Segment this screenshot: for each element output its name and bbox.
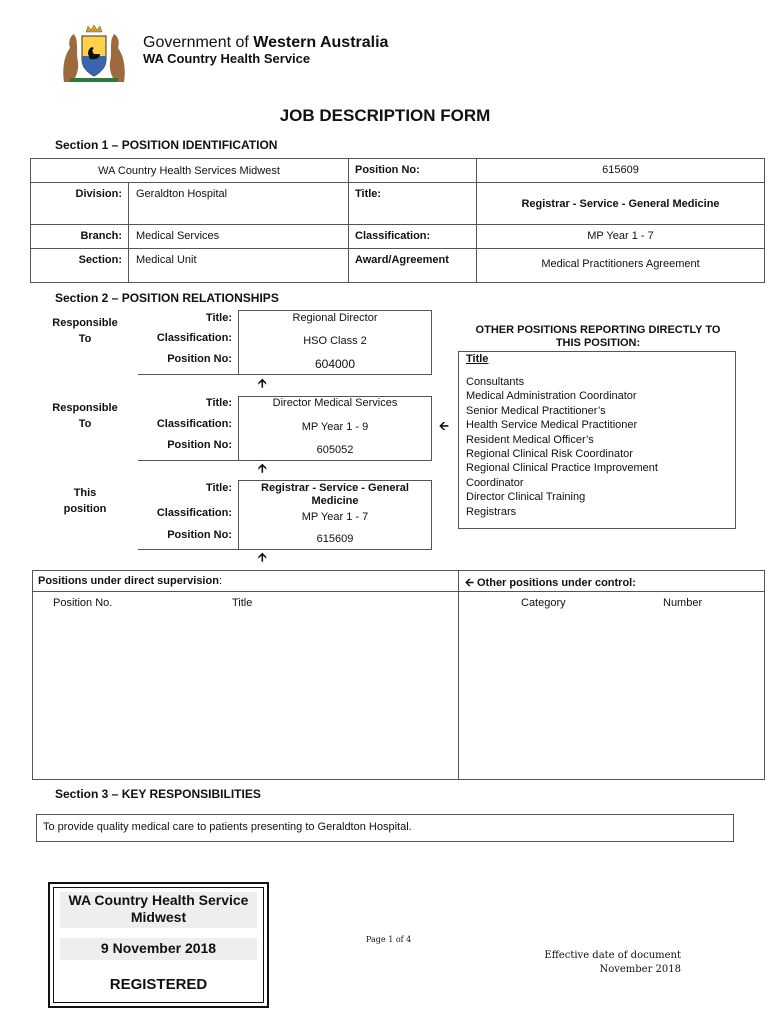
rt1-title: Regional Director xyxy=(292,312,378,324)
rt1-title-label: Title: xyxy=(205,312,232,324)
org-name: WA Country Health Services Midwest xyxy=(98,165,280,177)
other-position-item: Coordinator xyxy=(466,476,524,489)
form-title: JOB DESCRIPTION FORM xyxy=(279,106,491,125)
rt1-classification: HSO Class 2 xyxy=(303,335,367,347)
arrow-up-icon: 🡩 xyxy=(258,376,267,390)
stamp-date: 9 November 2018 xyxy=(100,940,217,956)
col-category: Category xyxy=(521,597,566,609)
arrow-up-icon: 🡩 xyxy=(258,550,267,564)
rt1-position-no-label: Position No: xyxy=(167,353,232,365)
other-position-item: Director Clinical Training xyxy=(466,491,586,504)
government-title: Government of Western Australia xyxy=(143,34,389,51)
tp-classification: MP Year 1 - 7 xyxy=(301,511,369,523)
tp-title-label: Title: xyxy=(205,482,232,494)
other-position-item: Senior Medical Practitioner’s xyxy=(466,404,606,417)
other-position-item: Regional Clinical Practice Improvement xyxy=(466,462,658,475)
rt2-title-label: Title: xyxy=(205,397,232,409)
rt2-position-no: 605052 xyxy=(316,444,354,456)
page-number: Page 1 of 4 xyxy=(366,935,412,944)
rt1-position-no: 604000 xyxy=(314,357,356,371)
service-subtitle: WA Country Health Service xyxy=(143,51,311,66)
rt2-classification: MP Year 1 - 9 xyxy=(301,421,369,433)
col-title: Title xyxy=(232,597,253,609)
tp-position-no-label: Position No: xyxy=(167,529,232,541)
rt1-classification-label: Classification: xyxy=(156,332,232,344)
this-position-label: This position xyxy=(63,487,107,515)
other-position-item: Consultants xyxy=(466,376,525,388)
other-positions-title-header: Title xyxy=(466,353,489,365)
other-position-item: Health Service Medical Practitioner xyxy=(466,419,638,432)
registration-stamp xyxy=(48,882,269,1008)
rt2-position-no-label: Position No: xyxy=(167,439,232,451)
classification-label: Classification: xyxy=(355,230,431,242)
rt2-title: Director Medical Services xyxy=(272,397,398,409)
position-no-value: 615609 xyxy=(602,164,639,176)
other-position-item: Registrars xyxy=(466,505,517,518)
col-position-no: Position No. xyxy=(53,597,113,609)
stamp-org: WA Country Health Service Midwest xyxy=(68,892,249,925)
section-label: Section: xyxy=(78,254,122,266)
other-position-item: Resident Medical Officer’s xyxy=(466,433,594,446)
tp-classification-label: Classification: xyxy=(156,507,232,519)
division-value: Geraldton Hospital xyxy=(136,188,228,200)
stamp-status: REGISTERED xyxy=(109,976,208,993)
title-label: Title: xyxy=(355,188,382,200)
effective-date: Effective date of document November 2018 xyxy=(544,950,681,975)
col-number: Number xyxy=(663,597,703,609)
award-label: Award/Agreement xyxy=(355,254,449,266)
tp-position-no: 615609 xyxy=(316,533,354,545)
rt2-classification-label: Classification: xyxy=(156,418,232,430)
branch-value: Medical Services xyxy=(136,230,220,242)
section3-heading: Section 3 – KEY RESPONSIBILITIES xyxy=(55,787,261,801)
award-value: Medical Practitioners Agreement xyxy=(541,258,700,270)
title-value: Registrar - Service - General Medicine xyxy=(521,198,720,210)
section-value: Medical Unit xyxy=(136,254,197,266)
arrow-left-icon: 🡨 xyxy=(465,577,474,589)
other-positions-heading: OTHER POSITIONS REPORTING DIRECTLY TO THIS POSITION: xyxy=(475,324,721,349)
arrow-up-icon: 🡩 xyxy=(258,461,267,475)
division-label: Division: xyxy=(75,188,122,200)
direct-supervision-label: Positions under direct supervision: xyxy=(38,575,222,587)
responsible-to-label-1: Responsible To xyxy=(52,317,118,345)
supervision-table xyxy=(32,570,765,780)
tp-title: Registrar - Service - General Medicine xyxy=(261,482,409,507)
position-no-label: Position No: xyxy=(355,164,420,176)
other-positions-list xyxy=(466,375,731,519)
classification-value: MP Year 1 - 7 xyxy=(587,230,654,242)
key-responsibilities-text: To provide quality medical care to patients presenting to Geraldton Hospital. xyxy=(43,821,412,833)
arrow-left-icon: 🡨 xyxy=(439,419,449,433)
other-position-item: Medical Administration Coordinator xyxy=(466,390,637,403)
branch-label: Branch: xyxy=(80,230,122,242)
responsible-to-label-2: Responsible To xyxy=(52,402,118,430)
other-under-control-label: 🡨 Other positions under control: xyxy=(465,577,636,589)
section2-heading: Section 2 – POSITION RELATIONSHIPS xyxy=(55,291,279,305)
section1-heading: Section 1 – POSITION IDENTIFICATION xyxy=(55,138,278,152)
other-position-item: Regional Clinical Risk Coordinator xyxy=(466,448,633,461)
wa-crest-logo xyxy=(56,24,132,84)
